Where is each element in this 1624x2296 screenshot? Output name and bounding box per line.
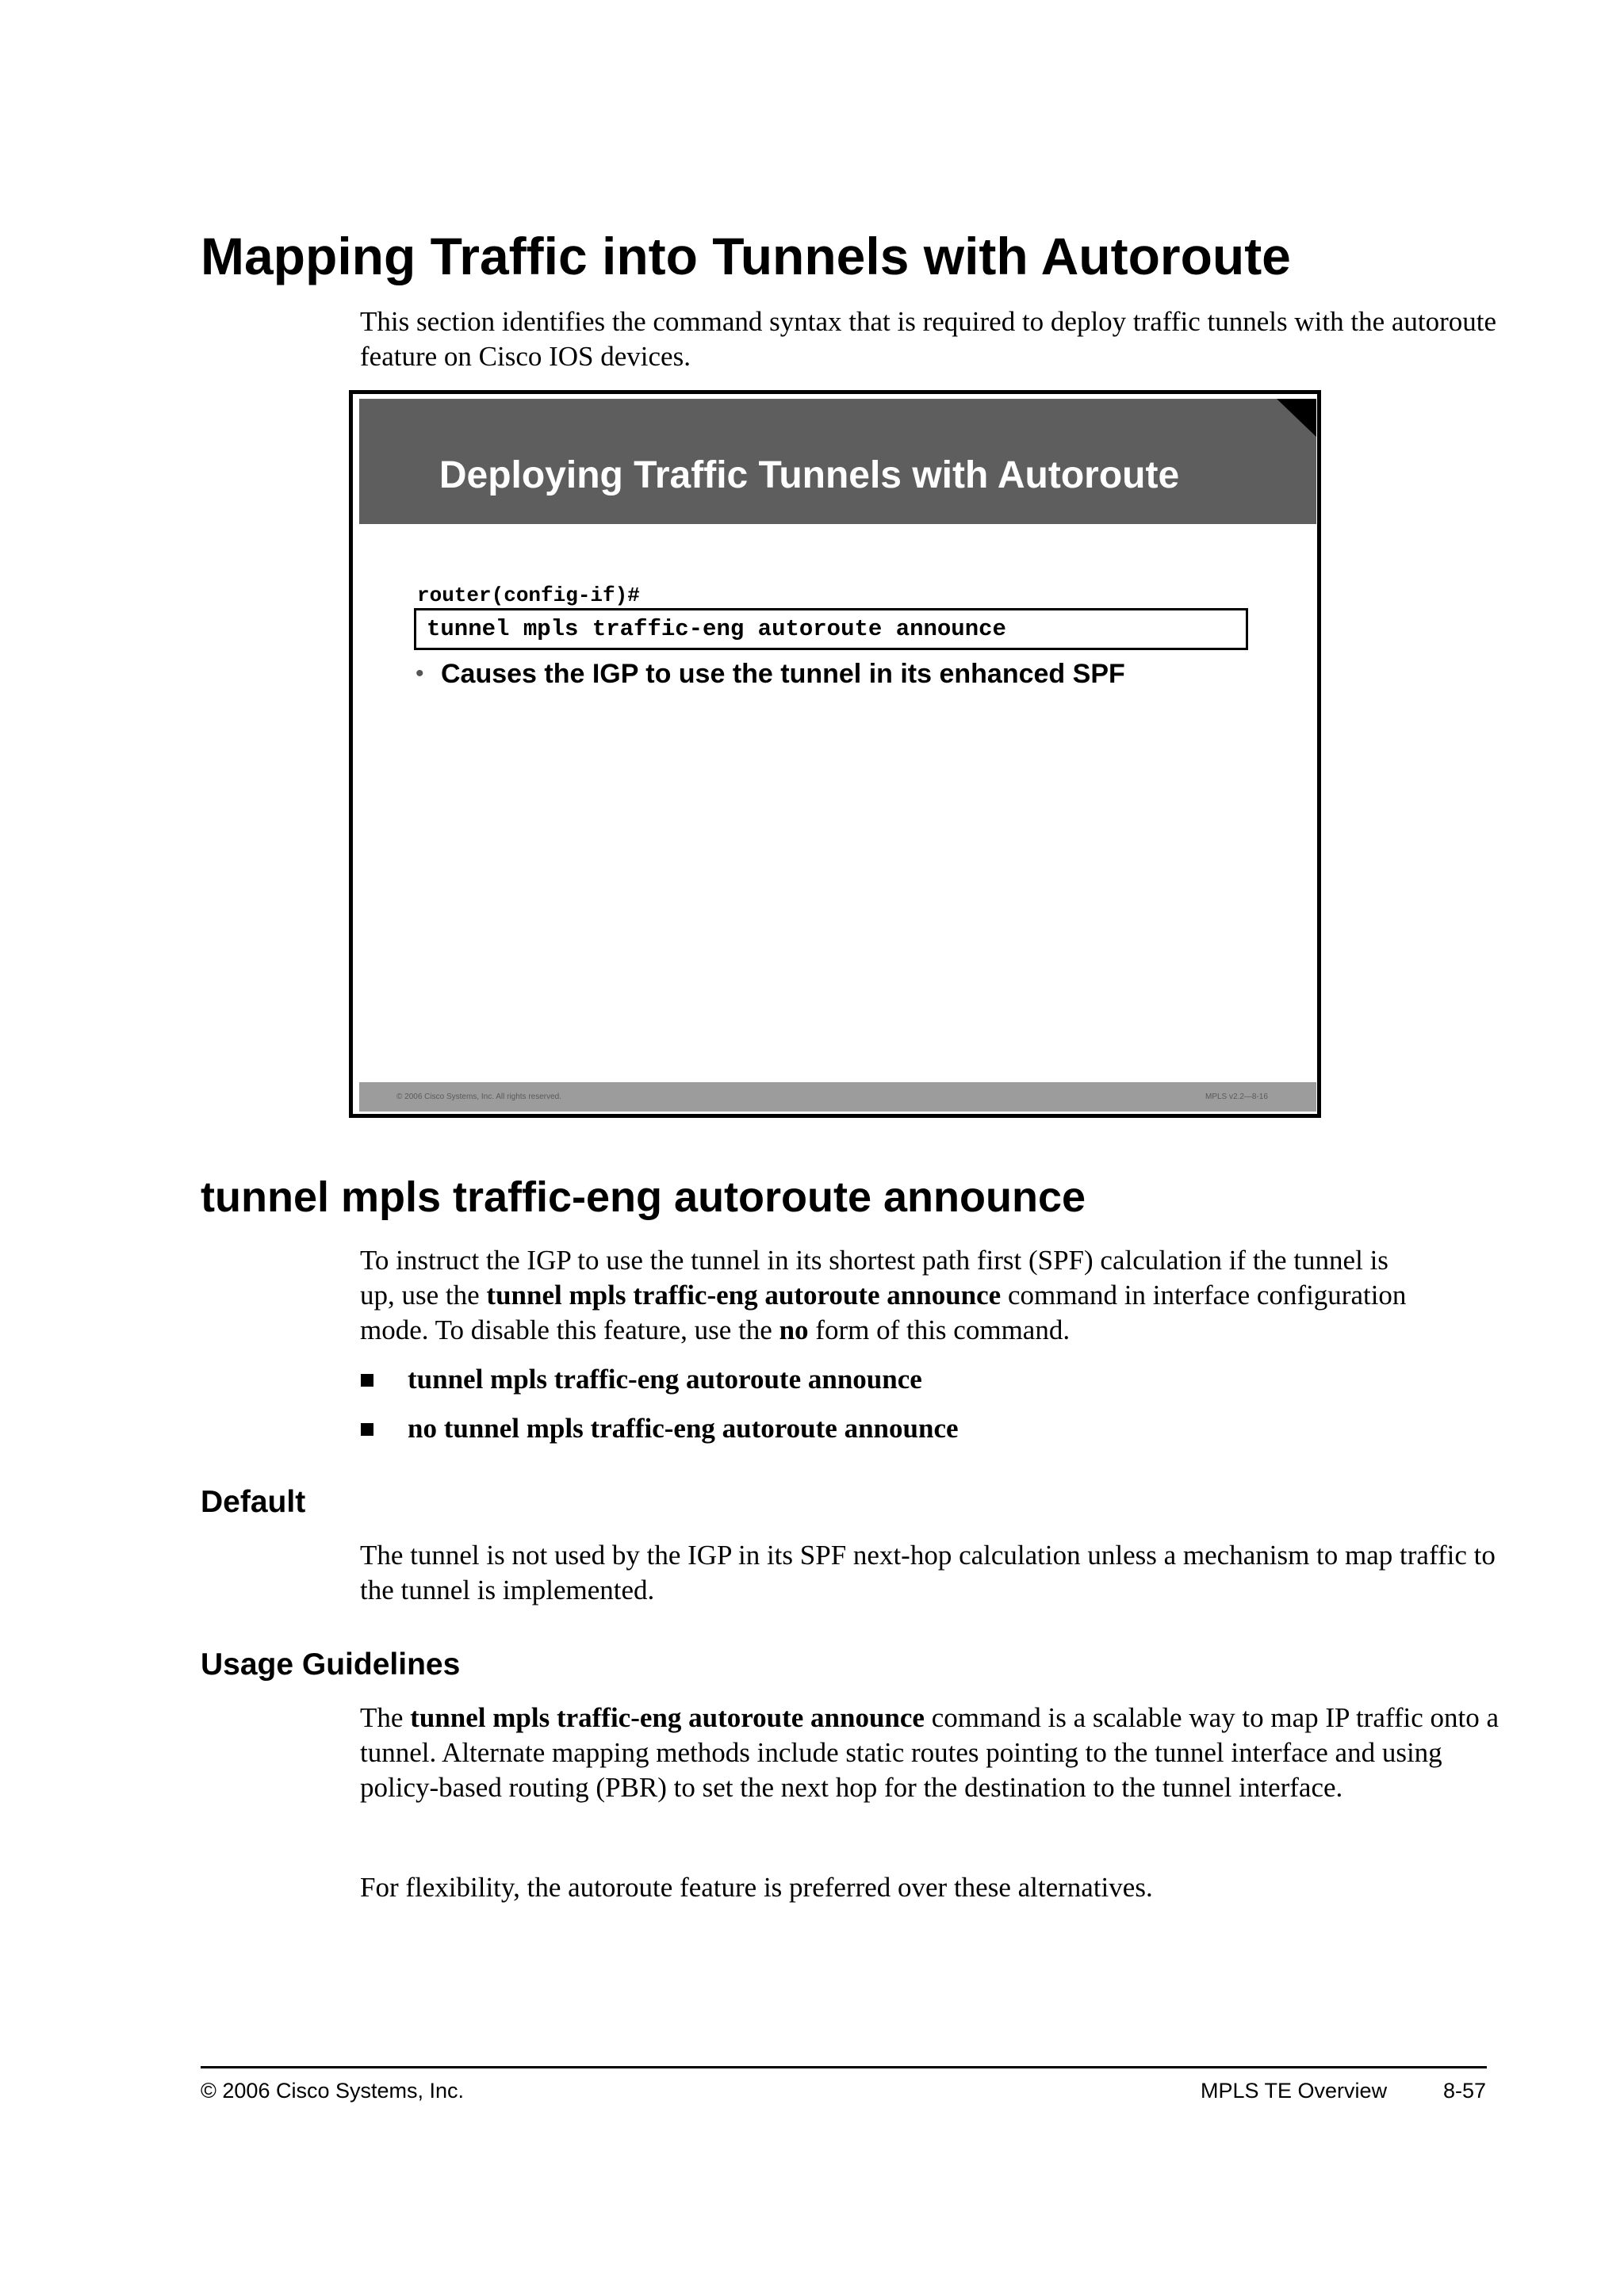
command-description-line-2: up, use the tunnel mpls traffic-eng autoroute announce command in interface configuration	[360, 1280, 1407, 1311]
intro-paragraph: This section identifies the command syntax that is required to deploy traffic tunnels with the autoroute feature on Cisco IOS devices.	[360, 306, 1497, 372]
footer-copyright: © 2006 Cisco Systems, Inc.	[201, 2079, 465, 2103]
slide-number: MPLS v2.2—8-16	[1205, 1093, 1268, 1101]
page-title: Mapping Traffic into Tunnels with Autoroute	[201, 227, 1291, 285]
config-prompt: router(config-if)#	[417, 584, 640, 607]
usage-paragraph-2: For flexibility, the autoroute feature is preferred over these alternatives.	[360, 1872, 1153, 1903]
default-paragraph: The tunnel is not used by the IGP in its SPF next-hop calculation unless a mechanism to map traffic to the tunnel is implemented.	[360, 1540, 1496, 1605]
command-description	[360, 1243, 1502, 1348]
slide-bullet: Causes the IGP to use the tunnel in its enhanced SPF	[441, 659, 1125, 689]
default-heading: Default	[201, 1485, 306, 1519]
slide-corner-fold-icon	[1277, 399, 1316, 437]
usage-heading: Usage Guidelines	[201, 1647, 461, 1682]
command-text: tunnel mpls traffic-eng autoroute announce	[427, 616, 1006, 642]
syntax-item: no tunnel mpls traffic-eng autoroute announce	[408, 1413, 959, 1444]
command-heading: tunnel mpls traffic-eng autoroute announce	[201, 1173, 1086, 1221]
bullet-dot-icon: •	[416, 660, 424, 687]
footer-page-number: 8-57	[1443, 2079, 1487, 2103]
slide-copyright: © 2006 Cisco Systems, Inc. All rights reserved.	[396, 1093, 562, 1101]
syntax-item: tunnel mpls traffic-eng autoroute announce	[408, 1364, 922, 1395]
command-description-line-1: To instruct the IGP to use the tunnel in its shortest path first (SPF) calculation if the tunnel is	[360, 1245, 1388, 1276]
square-bullet-icon	[361, 1374, 373, 1387]
usage-paragraph: The tunnel mpls traffic-eng autoroute announce command is a scalable way to map IP traffic onto a tunnel. Alternate mapping methods include static routes pointing to the tunnel interface and using policy-based routing (PBR) to set the next hop for the destination to the tunnel interface.	[360, 1702, 1500, 1803]
footer-rule	[201, 2066, 1487, 2068]
command-description-line-3: mode. To disable this feature, use the no form of this command.	[360, 1314, 1071, 1345]
slide-title: Deploying Traffic Tunnels with Autoroute	[439, 454, 1180, 496]
footer-section-title: MPLS TE Overview	[1201, 2079, 1388, 2103]
square-bullet-icon	[361, 1423, 373, 1436]
